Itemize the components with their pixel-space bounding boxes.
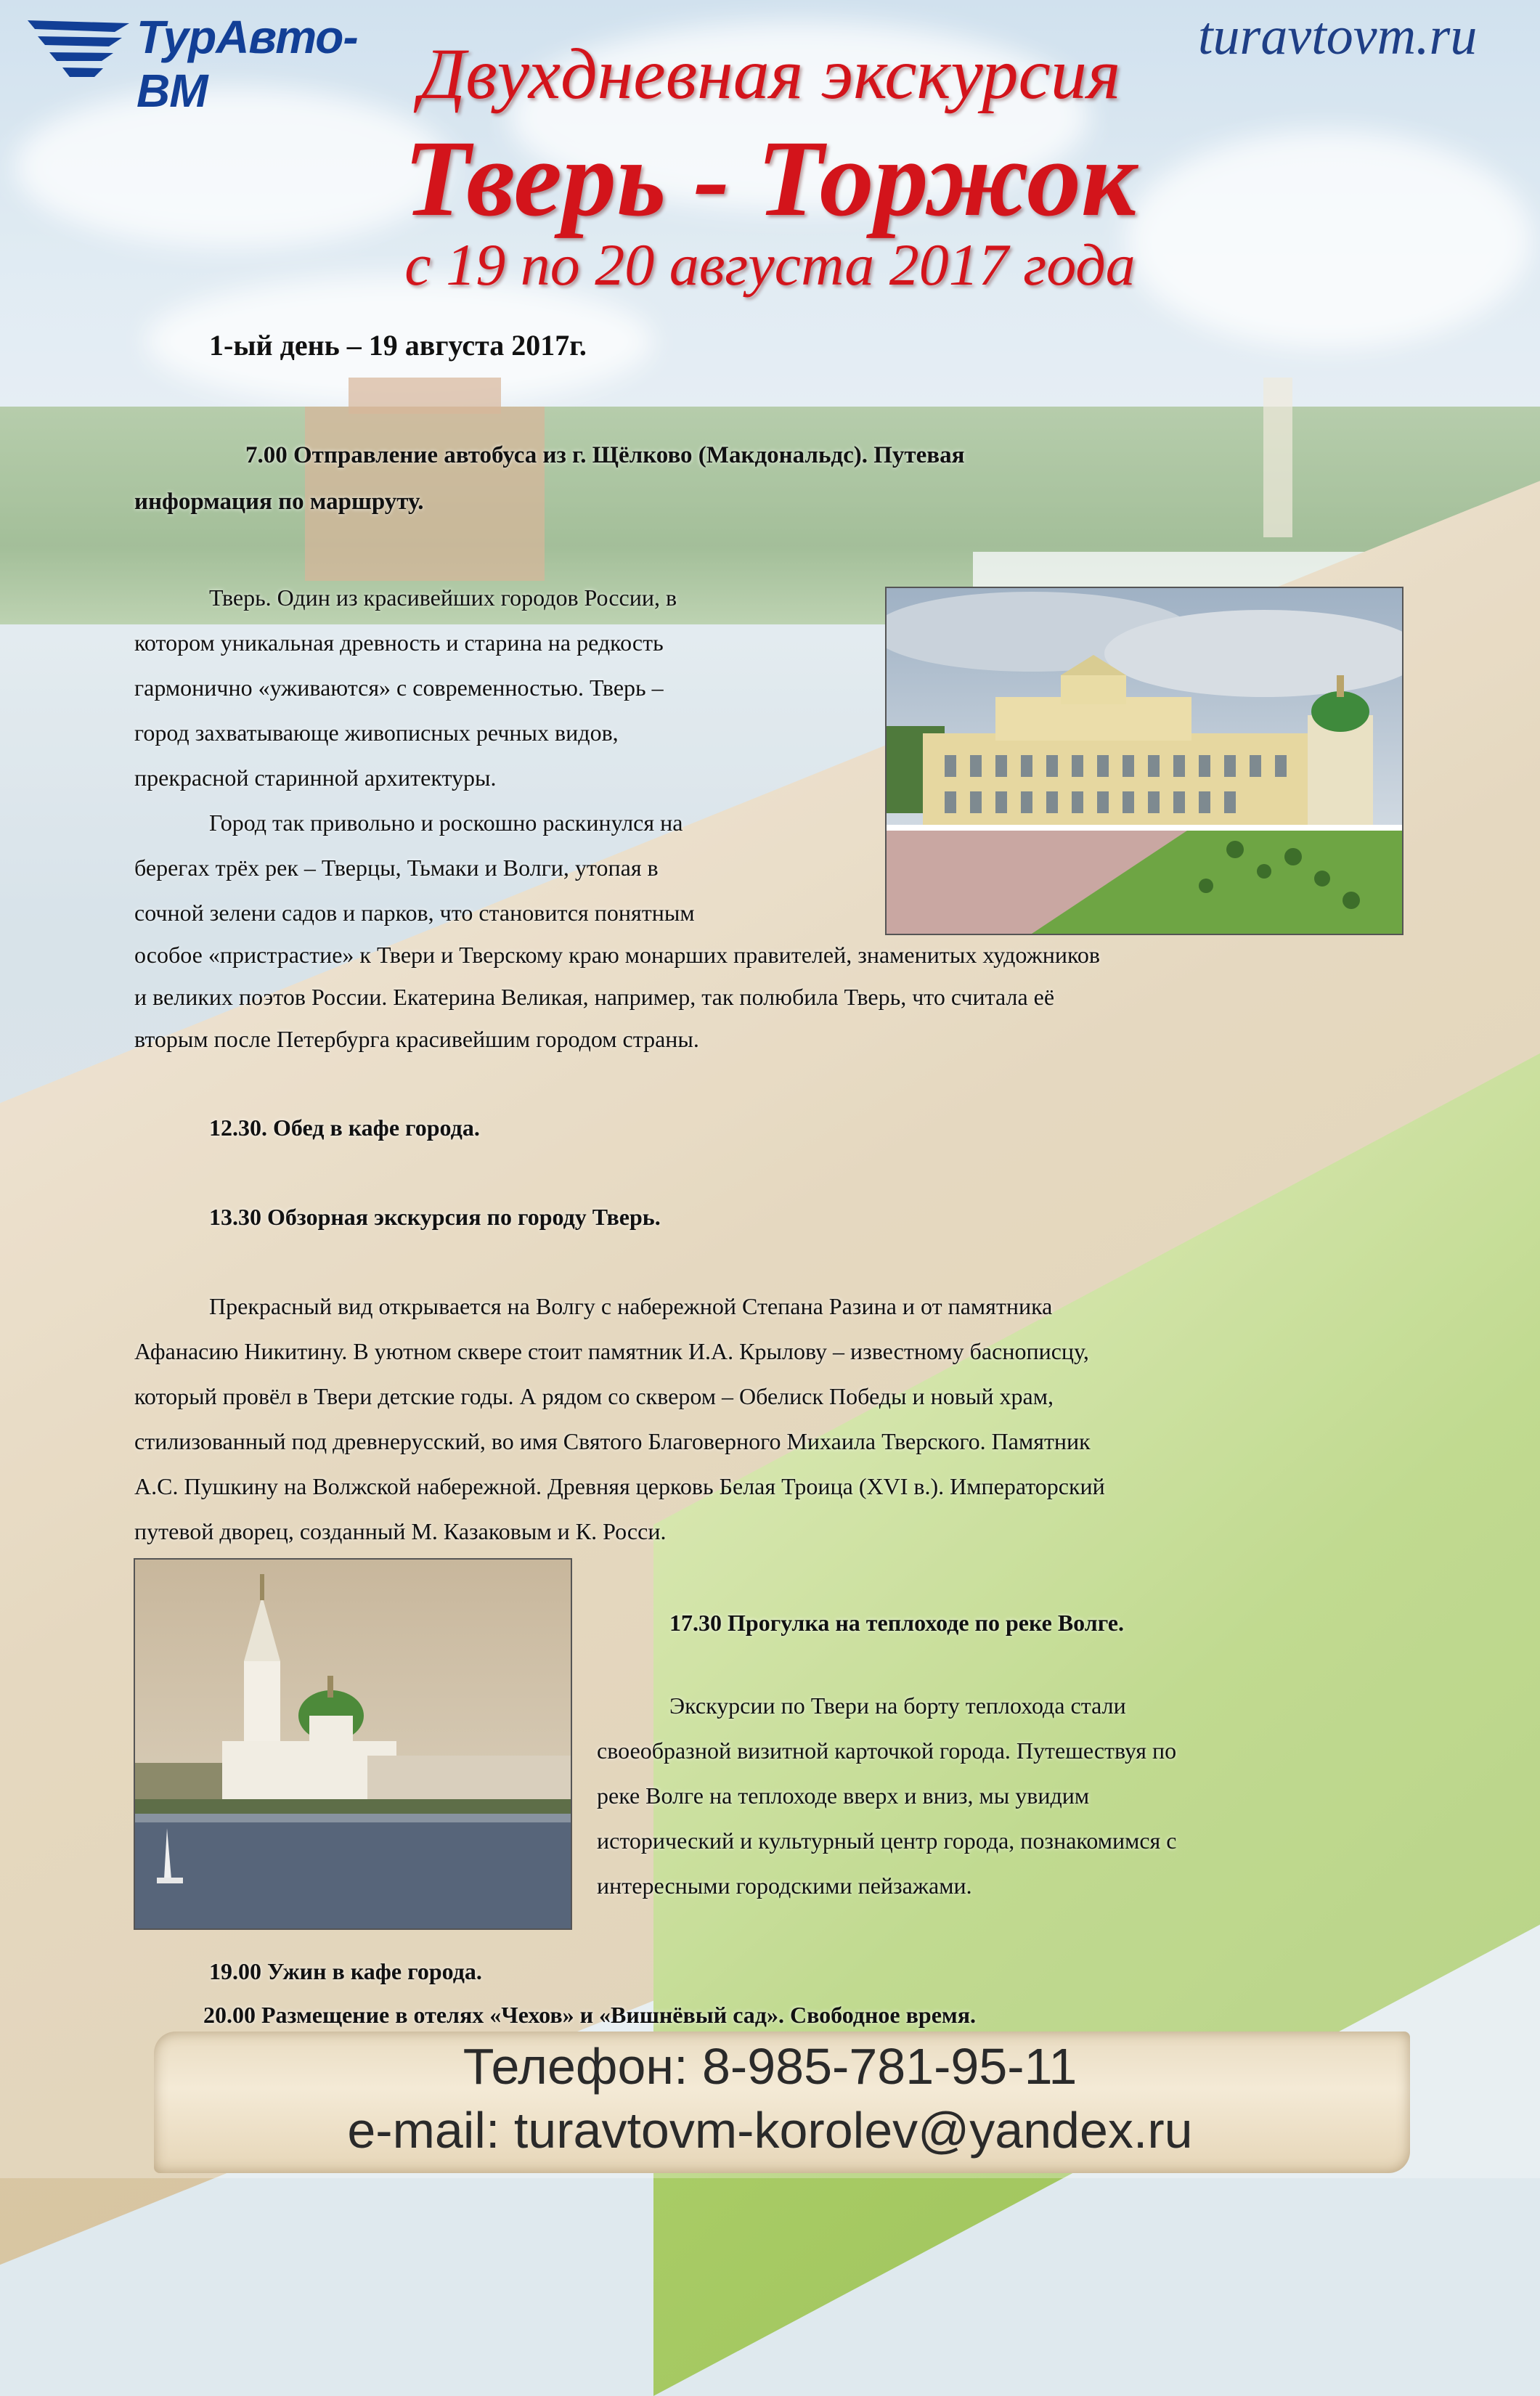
contact-phone[interactable]: Телефон: 8-985-781-95-11 (463, 2038, 1077, 2095)
boat-text-line: Экскурсии по Твери на борту теплохода стали (669, 1692, 1126, 1719)
palace-photo (885, 587, 1403, 935)
tver-text-line: Тверь. Один из красивейших городов России, в (209, 584, 677, 611)
title-route: Тверь - Торжок (403, 118, 1137, 239)
tver-text-line: сочной зелени садов и парков, что становится понятным (134, 900, 695, 926)
tver-text-line: котором уникальная древность и старина на редкость (134, 629, 664, 656)
contact-email[interactable]: e-mail: turavtovm-korolev@yandex.ru (347, 2102, 1193, 2159)
tour-text-line: путевой дворец, созданный М. Казаковым и К. Росси. (134, 1518, 667, 1544)
tver-text-line: прекрасной старинной архитектуры. (134, 765, 497, 791)
boat-text-line: исторический и культурный центр города, познакомимся с (597, 1827, 1177, 1854)
tour-text-line: А.С. Пушкину на Волжской набережной. Древняя церковь Белая Троица (XVI в.). Императорский (134, 1473, 1105, 1499)
dinner-item: 19.00 Ужин в кафе города. (209, 1958, 482, 1984)
tver-text-line: особое «пристрастие» к Твери и Тверскому краю монарших правителей, знаменитых художников (134, 942, 1100, 968)
tver-text-line: и великих поэтов России. Екатерина Великая, например, так полюбила Тверь, что считала её (134, 984, 1055, 1010)
departure-line-2: информация по маршруту. (134, 489, 424, 515)
logo-text: ТурАвто-ВМ (137, 11, 358, 117)
tour-text-line: Афанасию Никитину. В уютном сквере стоит памятник И.А. Крылову – известному баснописцу, (134, 1338, 1089, 1364)
tour-text-line: Прекрасный вид открывается на Волгу с набережной Степана Разина и от памятника (209, 1293, 1053, 1319)
tour-text-line: который провёл в Твери детские годы. А рядом со сквером – Обелиск Победы и новый храм, (134, 1383, 1054, 1409)
tver-text-line: вторым после Петербурга красивейшим городом страны. (134, 1026, 699, 1052)
boat-item: 17.30 Прогулка на теплоходе по реке Волге. (669, 1610, 1124, 1636)
tver-text-line: берегах трёх рек – Тверцы, Тьмаки и Волги, утопая в (134, 855, 659, 881)
tour-text-line: стилизованный под древнерусский, во имя Святого Благоверного Михаила Тверского. Памятник (134, 1428, 1091, 1454)
tver-text-line: город захватывающе живописных речных видов, (134, 720, 619, 746)
tour-item: 13.30 Обзорная экскурсия по городу Тверь. (209, 1204, 661, 1230)
boat-text-line: реке Волге на теплоходе вверх и вниз, мы увидим (597, 1782, 1090, 1809)
boat-text-line: своеобразной визитной карточкой города. Путешествуя по (597, 1737, 1177, 1764)
lunch-item: 12.30. Обед в кафе города. (209, 1115, 480, 1141)
hotel-item: 20.00 Размещение в отелях «Чехов» и «Вишнёвый сад». Свободное время. (203, 2002, 977, 2028)
church-photo (134, 1558, 572, 1930)
title-dates: с 19 по 20 августа 2017 года (404, 232, 1136, 298)
site-url[interactable]: turavtovm.ru (1198, 7, 1478, 66)
tver-text-line: гармонично «уживаются» с современностью. Тверь – (134, 675, 664, 701)
tver-text-line: Город так привольно и роскошно раскинулся на (209, 810, 683, 836)
boat-text-line: интересными городскими пейзажами. (597, 1873, 972, 1899)
title-excursion: Двухдневная экскурсия (419, 33, 1121, 114)
day-heading: 1-ый день – 19 августа 2017г. (209, 329, 587, 362)
departure-line-1: 7.00 Отправление автобуса из г. Щёлково (Макдональдс). Путевая (245, 442, 965, 468)
